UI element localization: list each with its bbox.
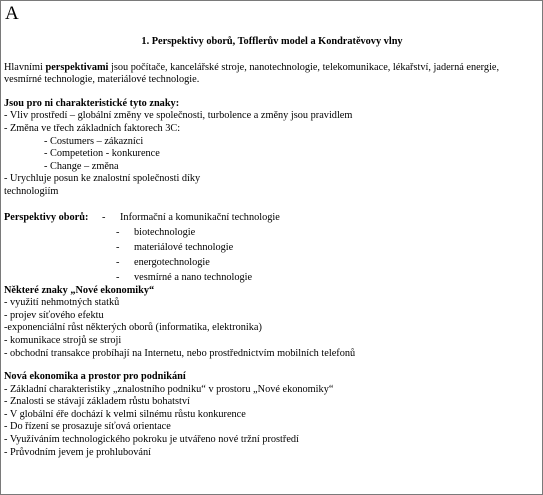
new-economy-title: Některé znaky „Nové ekonomiky“ <box>4 284 155 296</box>
fields-item: biotechnologie <box>134 226 196 238</box>
intro-bold-term: perspektivami <box>45 61 109 73</box>
fields-item: energotechnologie <box>134 256 210 268</box>
list-subitem: - Competetion - konkurence <box>44 148 160 160</box>
fields-row: - vesmírné a nano technologie <box>116 271 253 283</box>
fields-row: - energotechnologie <box>116 256 210 268</box>
fields-item: materiálové technologie <box>134 241 234 253</box>
fields-first-row <box>4 210 540 225</box>
list-item: technologiím <box>4 185 59 197</box>
fields-label: Perspektivy oborů: <box>4 211 89 223</box>
fields-item: Informační a komunikační technologie <box>120 211 280 223</box>
business-title: Nová ekonomika a prostor pro podnikání <box>4 371 186 383</box>
fields-row: - materiálové technologie <box>116 241 234 253</box>
list-item: - využití nehmotných statků <box>4 297 120 309</box>
section-heading: 1. Perspektivy oborů, Tofflerův model a Kondratěvovy vlny <box>141 36 403 47</box>
list-item: - Do řízení se prosazuje síťová orientace <box>4 421 171 433</box>
intro-paragraph: Hlavními perspektivami jsou počítače, kancelářské stroje, nanotechnologie, telekomunikace, lékařství, jaderná energie, <box>4 61 500 73</box>
list-item: - Využíváním technologického pokroku je utvářeno nové tržní prostředí <box>4 434 299 446</box>
document-body <box>4 36 540 459</box>
list-item: - V globální éře dochází k velmi silnému růstu konkurence <box>4 408 246 420</box>
list-item: - projev síťového efektu <box>4 309 104 321</box>
list-item: - komunikace strojů se stroji <box>4 334 122 346</box>
list-item: -exponenciální růst některých oborů (informatika, elektronika) <box>4 322 262 334</box>
list-item: - Znalosti se stávají základem růstu bohatství <box>4 396 190 408</box>
list-subitem: - Change – změna <box>44 160 119 172</box>
list-item: - obchodní transakce probíhají na Internetu, nebo prostřednictvím mobilních telefonů <box>4 347 356 359</box>
list-item: - Vliv prostředí – globální změny ve společnosti, turbolence a změny jsou pravidlem <box>4 110 353 122</box>
corner-letter: A <box>5 3 19 24</box>
list-item: - Změna ve třech základních faktorech 3C: <box>4 122 181 134</box>
intro-paragraph-line2: vesmírné technologie, materiálové technologie. <box>4 74 200 86</box>
list-item: - Průvodním jevem je prohlubování <box>4 446 151 458</box>
list-item: - Urychluje posun ke znalostní společnosti díky <box>4 173 201 185</box>
traits-title: Jsou pro ni charakteristické tyto znaky: <box>4 97 180 109</box>
fields-dash: - <box>102 211 106 223</box>
fields-row: - biotechnologie <box>116 226 196 238</box>
list-subitem: - Costumers – zákazníci <box>44 135 144 147</box>
fields-item: vesmírné a nano technologie <box>134 271 253 283</box>
list-item: - Základní charakteristiky „znalostního podniku“ v prostoru „Nové ekonomiky“ <box>4 383 334 395</box>
